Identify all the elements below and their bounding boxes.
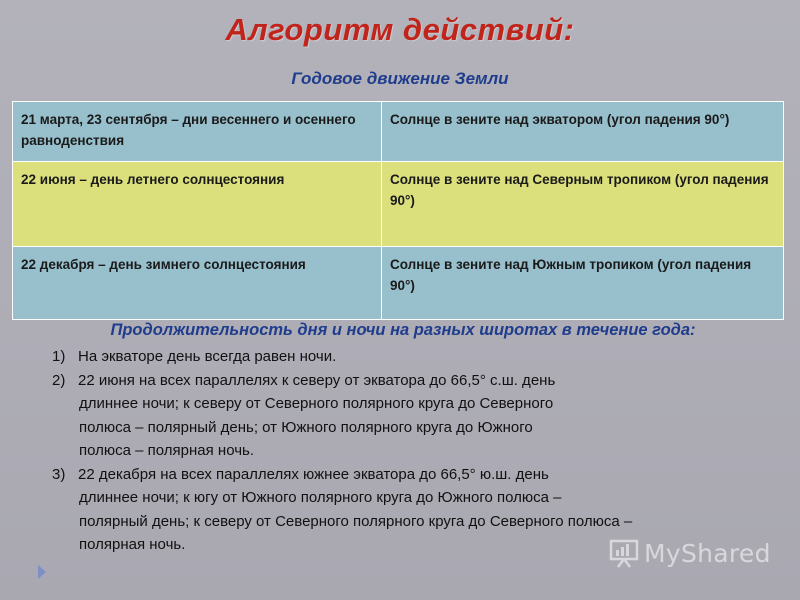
sun-position-text: Солнце в зените над Северным тропиком (угол падения 90°) xyxy=(390,172,769,208)
table-cell-sun xyxy=(382,247,784,320)
list-line: полярный день; к северу от Северного полярного круга до Северного полюса – xyxy=(79,512,633,530)
list-line: полярная ночь. xyxy=(79,536,186,553)
list-item xyxy=(52,345,782,369)
slide-title: Алгоритм действий: xyxy=(225,12,575,47)
list-number: 2) xyxy=(52,371,66,389)
table-heading: Годовое движение Земли xyxy=(291,69,509,88)
list-line: длиннее ночи; к северу от Северного полярного круга до Северного xyxy=(79,395,554,412)
table-cell-date xyxy=(13,102,382,162)
table-cell-sun xyxy=(382,162,784,247)
table-cell-date xyxy=(13,247,382,320)
presentation-board-icon xyxy=(608,537,640,569)
table-row xyxy=(13,162,784,247)
list-line: полюса – полярная ночь. xyxy=(79,442,255,459)
next-slide-arrow-icon[interactable] xyxy=(38,565,46,579)
watermark-text: MyShared xyxy=(644,538,771,568)
list-number: 3) xyxy=(52,465,66,483)
list-item xyxy=(52,369,782,463)
section-heading: Продолжительность дня и ночи на разных широтах в течение года: xyxy=(110,321,696,339)
day-night-list xyxy=(52,345,782,557)
sun-position-text: Солнце в зените над Южным тропиком (угол падения 90°) xyxy=(390,257,752,293)
list-line: полюса – полярный день; от Южного полярного круга до Южного xyxy=(79,418,533,436)
table-cell-sun xyxy=(382,102,784,162)
list-line: 22 декабря на всех параллелях южнее экватора до 66,5° ю.ш. день xyxy=(78,465,549,483)
myshared-watermark xyxy=(608,535,771,571)
date-text: 21 марта, 23 сентября – дни весеннего и осеннего равноденствия xyxy=(21,112,356,148)
list-number: 1) xyxy=(52,348,66,365)
date-text: 22 декабря – день зимнего солнцестояния xyxy=(21,257,306,272)
list-line: 22 июня на всех параллелях к северу от экватора до 66,5° с.ш. день xyxy=(78,371,556,389)
sun-position-text: Солнце в зените над экватором (угол падения 90°) xyxy=(390,112,730,127)
earth-motion-table xyxy=(12,101,784,320)
date-text: 22 июня – день летнего солнцестояния xyxy=(21,172,285,187)
list-line: длиннее ночи; к югу от Южного полярного круга до Южного полюса – xyxy=(79,489,562,506)
table-cell-date xyxy=(13,162,382,247)
table-row xyxy=(13,102,784,162)
list-line: На экваторе день всегда равен ночи. xyxy=(78,348,337,365)
table-row xyxy=(13,247,784,320)
